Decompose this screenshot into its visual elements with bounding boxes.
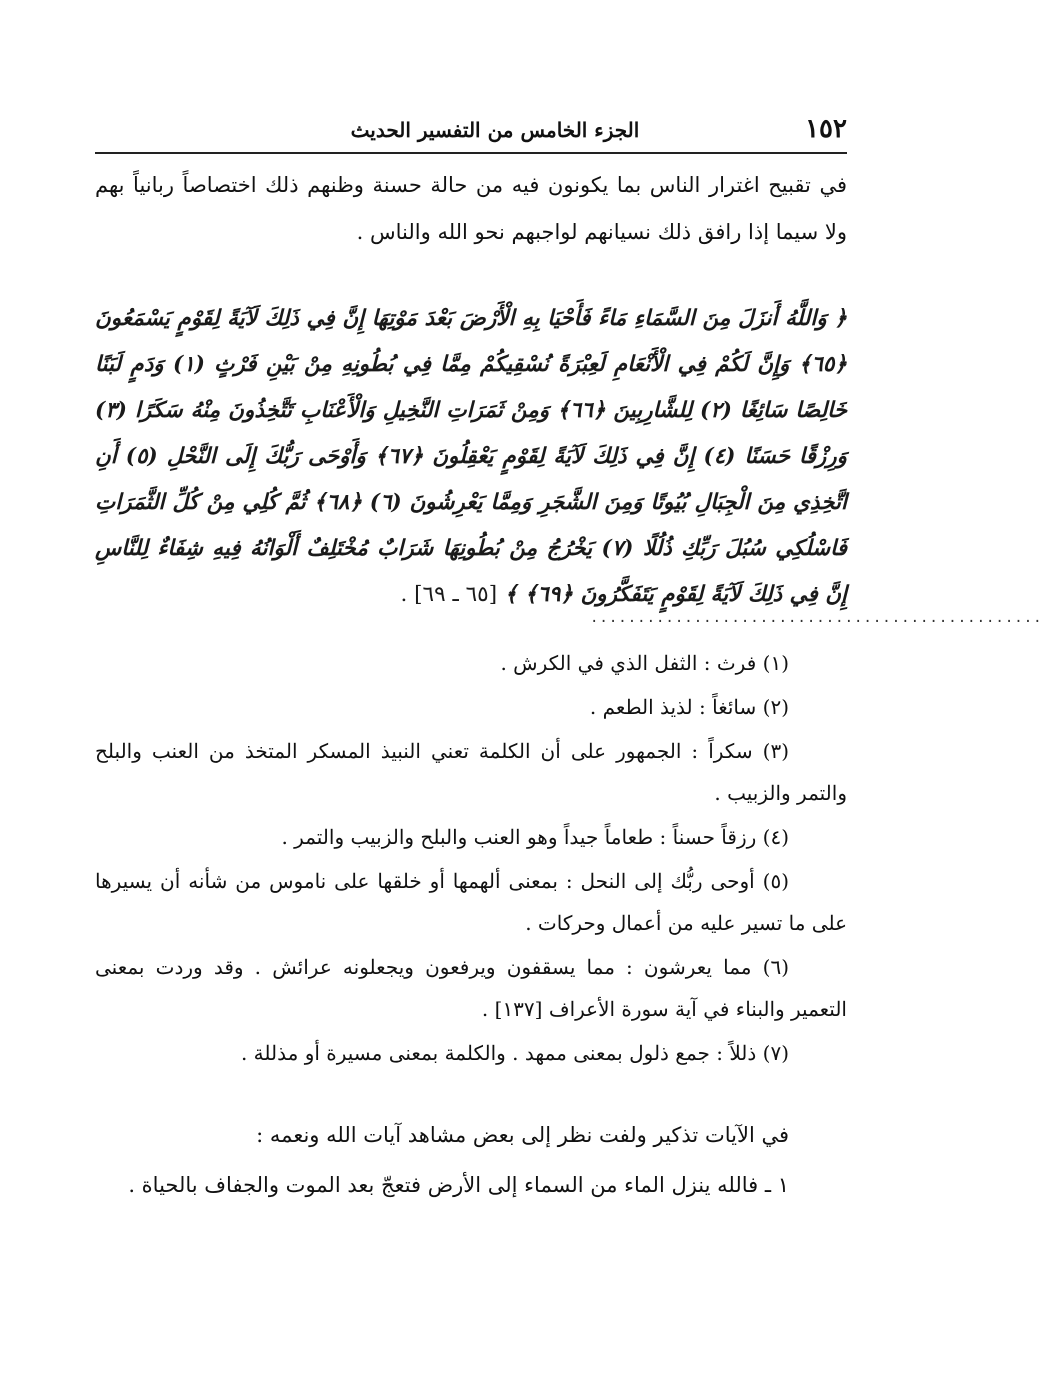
quran-verses [95,296,847,618]
footnote-6 [95,946,847,1030]
footnote-text: ذللاً : جمع ذلول بمعنى ممهد . والكلمة بمعنى مسيرة أو مذللة . [240,1041,757,1065]
page-number: ١٥٢ [805,114,847,144]
footnote-number: (٣) [762,739,789,763]
footnote-number: (٦) [762,955,790,979]
running-title: الجزء الخامس من التفسير الحديث [350,118,640,142]
intro-paragraph: في تقبيح اغترار الناس بما يكونون فيه من حالة حسنة وظنهم ذلك اختصاصاً ربانياً بهم ولا سيما إذا رافق ذلك نسيانهم لواجبهم نحو الله والناس . [95,173,847,244]
page-header [95,110,847,150]
footnote-text: مما يعرشون : مما يسقفون ويرفعون ويجعلونه عرائش . وقد وردت بمعنى التعمير والبناء في آية سورة الأعراف [١٣٧] . [95,955,847,1021]
body-paragraph-1: في الآيات تذكير ولفت نظر إلى بعض مشاهد آيات الله ونعمه : [256,1123,789,1147]
footnote-text: أوحى ربُّك إلى النحل : بمعنى ألهمها أو خلقها على ناموس من شأنه أن يسيرها على ما تسير عليه من أعمال وحركات . [95,869,847,935]
quran-text: ﴿ وَاللَّهُ أَنزَلَ مِنَ السَّمَاءِ مَاءً فَأَحْيَا بِهِ الْأَرْضَ بَعْدَ مَوْتِهَا إِنَّ فِي ذَلِكَ لَآيَةً لِقَوْمٍ يَسْمَعُونَ ﴿٦٥﴾ وَإِنَّ لَكُمْ فِي الْأَنْعَامِ لَعِبْرَةً نُسْقِيكُمْ مِمَّا فِي بُطُونِهِ مِنْ بَيْنِ فَرْثٍ (١) وَدَمٍ لَبَنًا خَالِصًا سَائِغًا (٢) لِلشَّارِبِينَ ﴿٦٦﴾ وَمِنْ ثَمَرَاتِ النَّخِيلِ وَالْأَعْنَابِ تَتَّخِذُونَ مِنْهُ سَكَرًا (٣) وَرِزْقًا حَسَنًا (٤) إِنَّ فِي ذَلِكَ لَآيَةً لِقَوْمٍ يَعْقِلُونَ ﴿٦٧﴾ وَأَوْحَى رَبُّكَ إِلَى النَّحْلِ (٥) أَنِ اتَّخِذِي مِنَ الْجِبَالِ بُيُوتًا وَمِنَ الشَّجَرِ وَمِمَّا يَعْرِشُونَ (٦) ﴿٦٨﴾ ثُمَّ كُلِي مِنْ كُلِّ الثَّمَرَاتِ فَاسْلُكِي سُبُلَ رَبِّكِ ذُلُلًا (٧) يَخْرُجُ مِنْ بُطُونِهَا شَرَابٌ مُخْتَلِفٌ أَلْوَانُهُ فِيهِ شِفَاءٌ لِلنَّاسِ إِنَّ فِي ذَلِكَ لَآيَةً لِقَوْمٍ يَتَفَكَّرُونَ ﴿٦٩﴾ ﴾ [95,306,848,607]
footnote-2 [95,686,847,728]
footnote-text: رزقاً حسناً : طعاماً جيداً وهو العنب والبلح والزبيب والتمر . [281,825,757,849]
footnote-1 [95,642,847,684]
footnote-number: (٢) [762,695,789,719]
footnote-number: (٤) [762,825,789,849]
footnote-3 [95,730,847,814]
footnote-text: سكراً : الجمهور على أن الكلمة تعني النبيذ المسكر المتخذ من العنب والبلح والتمر والزبيب . [95,739,847,805]
footnote-4 [95,816,847,858]
footnotes [95,642,847,1076]
verse-reference: [٦٥ ـ ٦٩] . [400,582,498,607]
footnote-separator: ................................................ [590,610,1043,626]
footnote-5 [95,860,847,944]
body-paragraph-2: ١ ـ فالله ينزل الماء من السماء إلى الأرض فتعجّ بعد الموت والجفاف بالحياة . [128,1173,789,1197]
footnote-text: فرث : الثفل الذي في الكرش . [500,651,757,675]
footnote-number: (٥) [762,869,790,893]
footnote-7 [95,1032,847,1074]
header-rule [95,152,847,154]
footnote-text: سائغاً : لذيذ الطعم . [589,695,757,719]
footnote-number: (١) [762,651,789,675]
footnote-number: (٧) [762,1041,789,1065]
